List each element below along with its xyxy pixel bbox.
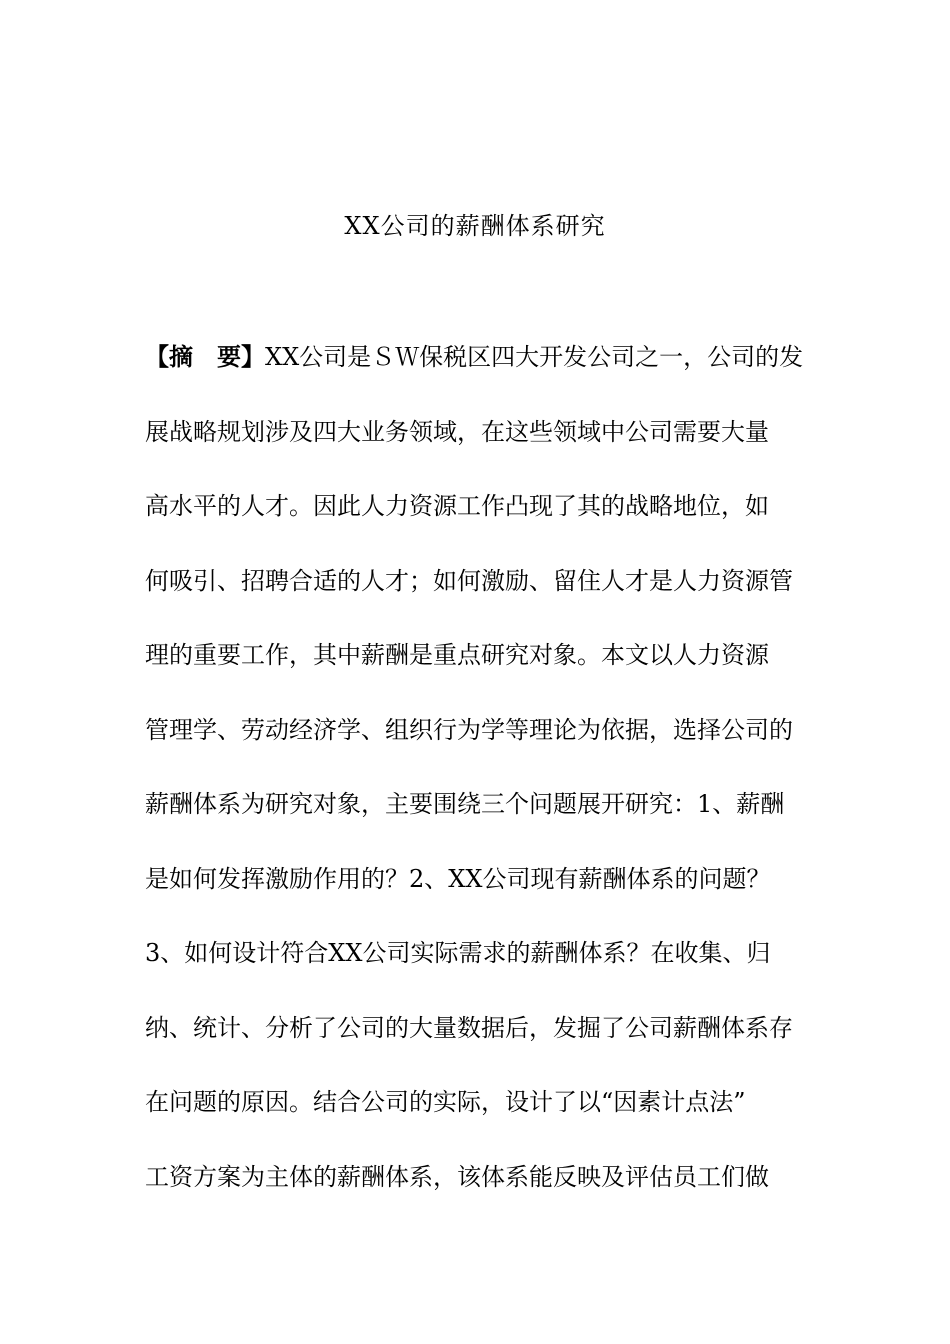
abstract-line: 是如何发挥激励作用的？2、XX公司现有薪酬体系的问题？ xyxy=(145,864,771,893)
abstract-label: 【摘 要】 xyxy=(145,342,265,371)
document-title: XX公司的薪酬体系研究 xyxy=(344,212,606,240)
abstract-line: 纳、统计、分析了公司的大量数据后，发掘了公司薪酬体系存 xyxy=(145,1013,793,1042)
abstract-line: 展战略规划涉及四大业务领域，在这些领域中公司需要大量 xyxy=(145,417,769,446)
abstract-text: XX公司是ＳＷ保税区四大开发公司之一，公司的发 xyxy=(265,343,804,371)
abstract-line: 理的重要工作，其中薪酬是重点研究对象。本文以人力资源 xyxy=(145,641,769,669)
abstract-line: 何吸引、招聘合适的人才；如何激励、留住人才是人力资源管 xyxy=(145,566,793,595)
abstract-line: 薪酬体系为研究对象，主要围绕三个问题展开研究：1、薪酬 xyxy=(145,790,785,818)
abstract-section xyxy=(145,334,815,1228)
abstract-line: 3、如何设计符合XX公司实际需求的薪酬体系？在收集、归 xyxy=(145,939,771,967)
abstract-line: 在问题的原因。结合公司的实际，设计了以“因素计点法” xyxy=(145,1088,746,1116)
abstract-line: 高水平的人才。因此人力资源工作凸现了其的战略地位，如 xyxy=(145,492,769,520)
abstract-line: 管理学、劳动经济学、组织行为学等理论为依据，选择公司的 xyxy=(145,715,793,744)
abstract-line xyxy=(145,334,815,409)
abstract-line: 工资方案为主体的薪酬体系，该体系能反映及评估员工们做 xyxy=(145,1162,769,1191)
